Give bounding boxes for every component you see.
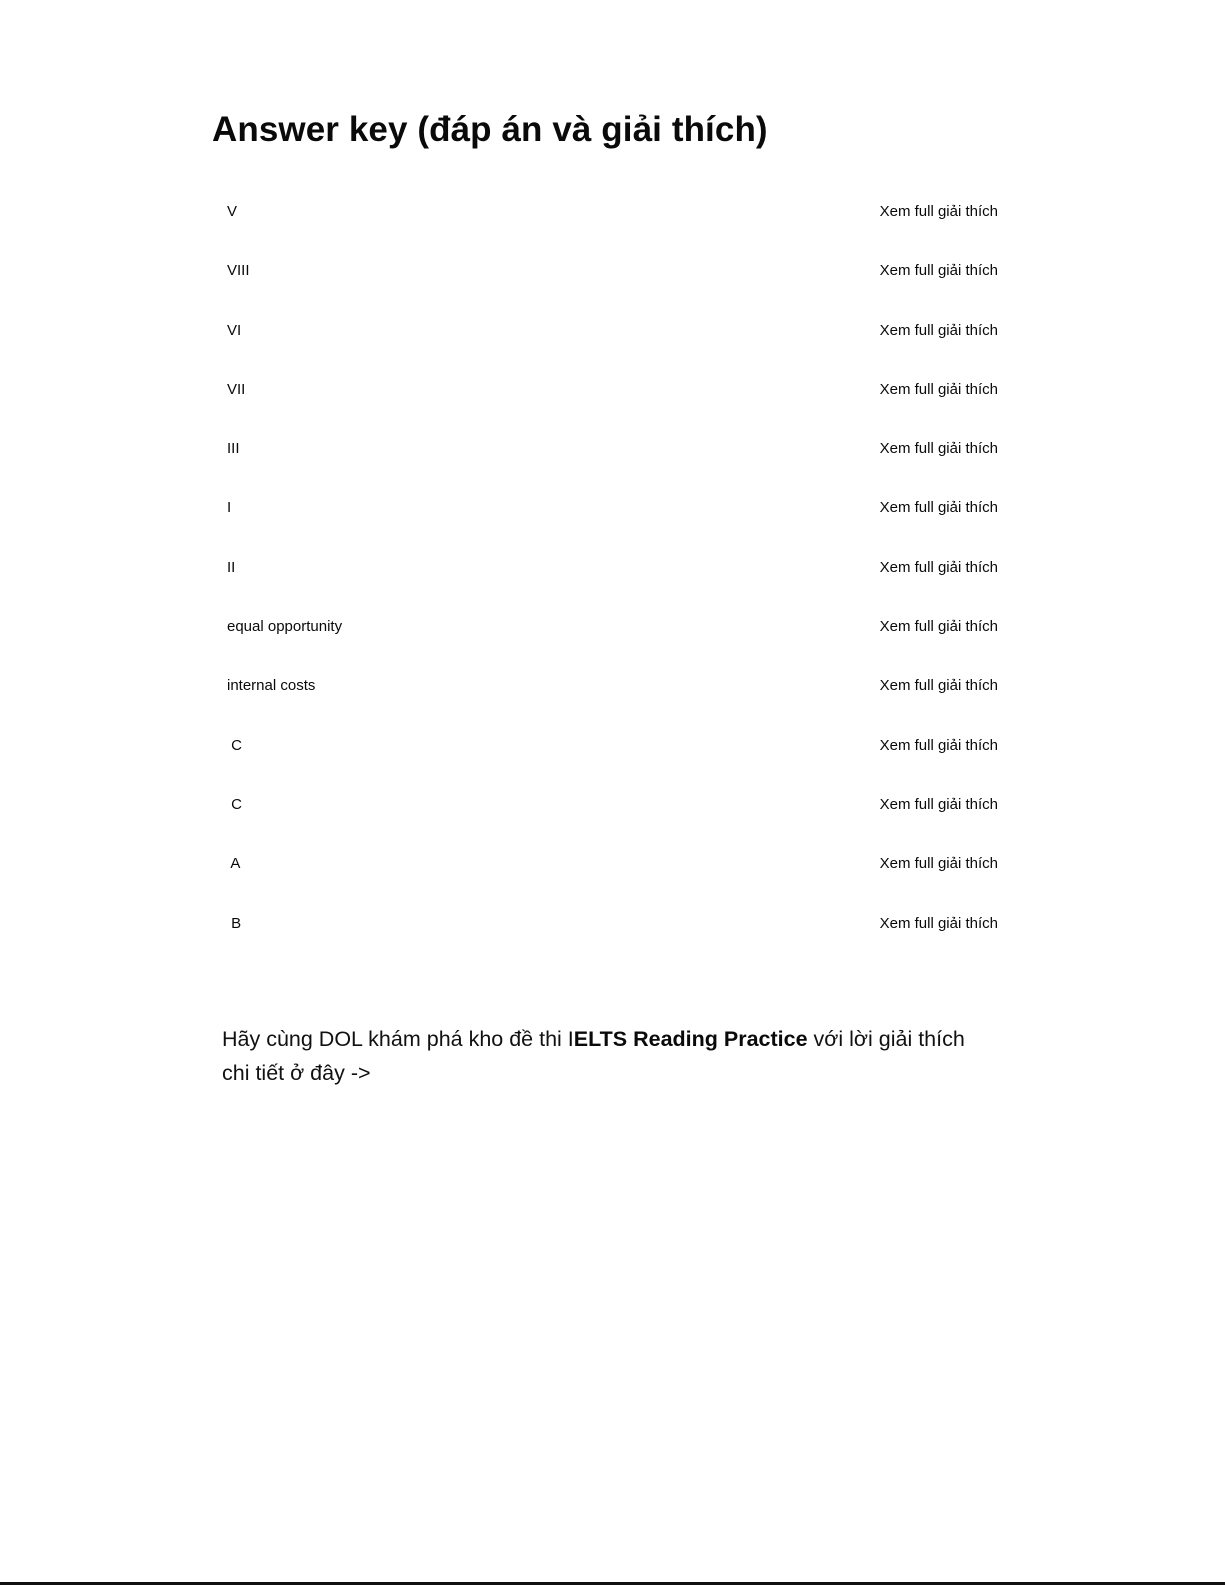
answer-text: equal opportunity xyxy=(227,618,343,636)
view-full-explanation-link[interactable]: Xem full giải thích xyxy=(879,558,998,576)
view-full-explanation-link[interactable]: Xem full giải thích xyxy=(879,914,998,932)
answer-row xyxy=(212,479,1012,538)
answer-text: B xyxy=(227,914,242,932)
answer-text: internal costs xyxy=(227,677,316,695)
answer-text: C xyxy=(227,795,242,813)
answer-row xyxy=(212,539,1012,598)
promo-link-prefix[interactable]: I xyxy=(567,1027,574,1051)
answer-text: II xyxy=(227,558,236,576)
answer-text: VIII xyxy=(227,262,250,280)
answer-text: C xyxy=(227,736,242,754)
answer-row xyxy=(212,420,1012,479)
answer-text: V xyxy=(227,203,238,220)
promo-text-before: Hãy cùng DOL khám phá kho đề thi xyxy=(222,1027,568,1051)
answer-text: III xyxy=(227,440,240,458)
view-full-explanation-link[interactable]: Xem full giải thích xyxy=(879,736,998,754)
answer-row xyxy=(212,183,1012,242)
promo-paragraph xyxy=(222,1022,992,1090)
answer-text: A xyxy=(227,855,241,873)
answer-row xyxy=(212,776,1012,835)
answer-row xyxy=(212,242,1012,301)
answer-row xyxy=(212,598,1012,657)
answer-list xyxy=(212,183,1012,954)
view-full-explanation-link[interactable]: Xem full giải thích xyxy=(879,262,998,280)
ielts-reading-practice-link[interactable] xyxy=(568,1027,808,1051)
view-full-explanation-link[interactable]: Xem full giải thích xyxy=(879,440,998,458)
view-full-explanation-link[interactable]: Xem full giải thích xyxy=(879,380,998,398)
view-full-explanation-link[interactable]: Xem full giải thích xyxy=(879,677,998,695)
view-full-explanation-link[interactable]: Xem full giải thích xyxy=(879,321,998,339)
page-title: Answer key (đáp án và giải thích) xyxy=(212,110,768,149)
view-full-explanation-link[interactable]: Xem full giải thích xyxy=(879,795,998,813)
answer-row xyxy=(212,361,1012,420)
promo-text-after: với lời giải thích chi tiết ở đây -> xyxy=(222,1027,965,1085)
answer-text: I xyxy=(227,499,232,517)
view-full-explanation-link[interactable]: Xem full giải thích xyxy=(879,618,998,636)
answer-text: VII xyxy=(227,380,246,398)
promo-link-label[interactable]: ELTS Reading Practice xyxy=(573,1027,808,1051)
answer-text: VI xyxy=(227,321,242,339)
answer-row xyxy=(212,835,1012,894)
answer-row xyxy=(212,895,1012,954)
answer-row xyxy=(212,302,1012,361)
answer-row xyxy=(212,717,1012,776)
view-full-explanation-link[interactable]: Xem full giải thích xyxy=(879,499,998,517)
view-full-explanation-link[interactable]: Xem full giải thích xyxy=(879,855,998,873)
view-full-explanation-link[interactable]: Xem full giải thích xyxy=(879,203,998,220)
answer-row xyxy=(212,657,1012,716)
